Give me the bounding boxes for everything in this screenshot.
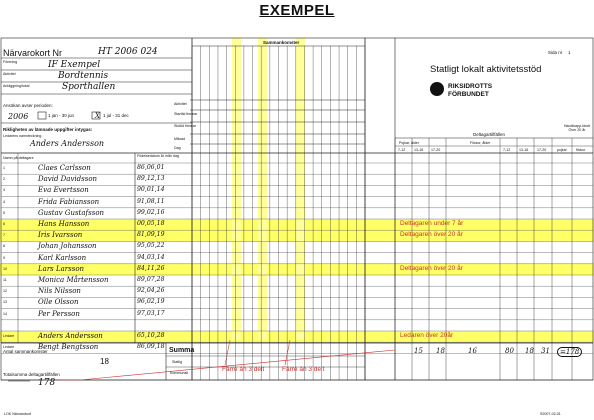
birth-date: 00,05,18 [137, 220, 165, 227]
place-value: Sporthallen [62, 82, 116, 92]
period-label: Ansökan avser perioden: [3, 103, 53, 108]
handikapp-label: Handikapp-idrott Över 20 år [563, 124, 591, 132]
row-number: 4 [3, 199, 5, 204]
total-label: Totalsumma deltagartillfällen [3, 372, 60, 377]
deltagartillfallen-label: Deltagartillfällen [473, 132, 506, 137]
table-row [0, 286, 594, 297]
table-row [0, 208, 594, 219]
leader-question: Rikligheten av lämnade uppgifter intygas: [3, 127, 93, 132]
age-col-1: 7-12 [398, 148, 406, 152]
namn-header: Namn på deltagare [3, 156, 34, 160]
age-col-6: 17-20 [537, 148, 547, 152]
summa-label: Summa [169, 347, 195, 354]
sum-17-20-girls: 31 [541, 347, 550, 355]
table-row [0, 309, 594, 320]
sum-17-20-boys: 16 [468, 347, 477, 355]
row-label-sluttid: Sluttid timmar [174, 124, 196, 128]
sum-7-12-boys: 15 [414, 347, 423, 355]
sammankomster-label: Sammankomster [263, 40, 300, 45]
birth-date: 91,08,11 [137, 197, 165, 205]
row-note: Ledaren över 20år [400, 332, 454, 339]
age-col-8: flickor [576, 148, 586, 152]
sum-7-12-girls: 80 [505, 347, 514, 355]
participant-name: Anders Andersson [38, 332, 103, 340]
participant-name: Hans Hansson [38, 220, 90, 228]
table-row [0, 197, 594, 208]
table-row [0, 174, 594, 185]
activity-label: Aktivitet [3, 72, 16, 76]
total-value: 178 [38, 378, 56, 388]
row-label-dag: Dag [174, 146, 181, 150]
antal-value: 18 [100, 357, 109, 366]
birth-date: 65,10,28 [137, 332, 165, 339]
participant-name: Olle Olsson [38, 298, 79, 307]
period-mark: X [95, 112, 100, 120]
participant-name: Per Persson [38, 309, 80, 318]
row-note: Deltagaren över 20 år [400, 231, 463, 239]
age-col-3: 17-20 [431, 148, 441, 152]
rf-logo-icon [430, 82, 444, 96]
page-number: 1 [568, 50, 571, 55]
page-number-label: Sida nr [548, 50, 563, 55]
row-label-aktivitet: Aktivitet [174, 102, 187, 106]
birth-date: 97,03,17 [137, 309, 165, 317]
place-label: Anläggning/lokal [3, 84, 30, 88]
row-number: 1 [3, 166, 5, 170]
pojkar-label: Pojkar, ålder [399, 141, 419, 145]
participant-name: Frida Fabiansson [38, 197, 100, 206]
org-label: Förening [3, 60, 18, 64]
participant-name: Lars Larsson [38, 264, 85, 273]
birth-date: 84,11,26 [137, 264, 165, 272]
row-note: Deltagaren över 20 år [400, 264, 463, 272]
fodelse-header: Födelsedatum år mån dag [137, 154, 179, 158]
farre-note-2: Färre än 3 delt [282, 366, 325, 373]
row-number: 13 [3, 300, 7, 305]
form-label: Närvarokort Nr [3, 48, 63, 58]
participant-name: Eva Evertsson [38, 186, 89, 195]
period-year: 2006 [8, 112, 29, 121]
table-row [0, 264, 594, 275]
participant-name: Bengt Bengtsson [38, 343, 99, 352]
table-row [0, 185, 594, 196]
participant-name: Johan Johansson [38, 242, 97, 251]
kommunalt-label: Kommunalt [170, 371, 189, 375]
birth-date: 94,03,14 [137, 253, 165, 261]
table-row [0, 297, 594, 308]
participant-name: Gustav Gustafsson [38, 208, 105, 217]
row-number: 2 [3, 177, 5, 182]
birth-date: 95,05,22 [137, 242, 165, 250]
table-row [0, 253, 594, 264]
row-number: 14 [3, 311, 7, 316]
row-number: 10 [3, 266, 7, 271]
participant-name: Iris Ivarsson [38, 231, 83, 240]
row-number: 12 [3, 289, 7, 294]
grand-total-circle: =178 [557, 347, 582, 357]
birth-date: 92,04,26 [137, 287, 165, 295]
age-col-5: 13-16 [519, 148, 529, 152]
activity-value: Bordtennis [58, 71, 109, 81]
antal-label: Antal sammankomster [3, 349, 48, 354]
period-option-2: 1 jul - 31 dec [103, 113, 129, 118]
row-number: 8 [3, 244, 5, 249]
birth-date: 89,07,28 [137, 276, 165, 283]
statlig-label: Statlig [172, 360, 182, 364]
logo-line-2: FÖRBUNDET [448, 91, 489, 98]
row-label-starttid: Starttid timmar [174, 112, 198, 116]
row-number: Ledare [3, 334, 15, 338]
birth-date: 99,02,16 [137, 208, 165, 216]
row-number: 5 [3, 210, 5, 215]
table-row [0, 320, 594, 331]
table-row [0, 241, 594, 252]
participant-name: Karl Karlsson [38, 253, 87, 262]
birth-date: 81,09,19 [137, 231, 165, 239]
sum-13-16-girls: 18 [525, 347, 534, 355]
sum-13-16-boys: 18 [436, 347, 445, 355]
page-title: EXEMPEL [259, 2, 335, 19]
table-row [0, 331, 594, 342]
age-col-2: 13-16 [414, 148, 424, 152]
participant-name: Monica Mårtensson [38, 276, 109, 284]
farre-note-1: Färre än 3 delt [222, 366, 265, 373]
participant-name: Claes Carlsson [38, 164, 91, 172]
birth-date: 86,09,18 [137, 343, 165, 351]
period-option-1: 1 jan - 30 jun [48, 113, 75, 118]
birth-date: 86,06,01 [137, 164, 165, 171]
footer-right: S2007-02-01 [540, 412, 561, 416]
table-row [0, 275, 594, 286]
table-row [0, 163, 594, 174]
participant-name: Nils Nilsson [38, 287, 81, 296]
birth-date: 89,12,13 [137, 175, 165, 183]
participant-name: David Davidsson [38, 175, 98, 184]
leader-label: Ledarens namnteckning [3, 134, 42, 138]
statligt-heading: Statligt lokalt aktivitetsstöd [430, 64, 542, 75]
row-number: Ledare [3, 345, 15, 350]
age-col-7: pojkar [557, 148, 567, 152]
birth-date: 90,01,14 [137, 186, 165, 194]
age-col-4: 7-12 [503, 148, 511, 152]
leader-signature: Anders Andersson [30, 139, 105, 148]
form-number: HT 2006 024 [98, 47, 158, 57]
row-note: Deltagaren under 7 år [400, 220, 464, 227]
footer-left: LOK Närvarokort [4, 412, 31, 416]
row-number: 3 [3, 188, 5, 193]
table-row [0, 230, 594, 241]
row-number: 11 [3, 278, 7, 282]
birth-date: 96,02,19 [137, 298, 165, 306]
org-value: IF Exempel [48, 60, 101, 70]
table-row [0, 219, 594, 230]
row-label-manad: Månad [174, 137, 185, 141]
row-number: 6 [3, 222, 5, 226]
row-number: 9 [3, 255, 5, 260]
flickor-label: Flickor, ålder [470, 141, 491, 145]
row-number: 7 [3, 233, 5, 238]
logo-line-1: RIKSIDROTTS [448, 83, 493, 90]
